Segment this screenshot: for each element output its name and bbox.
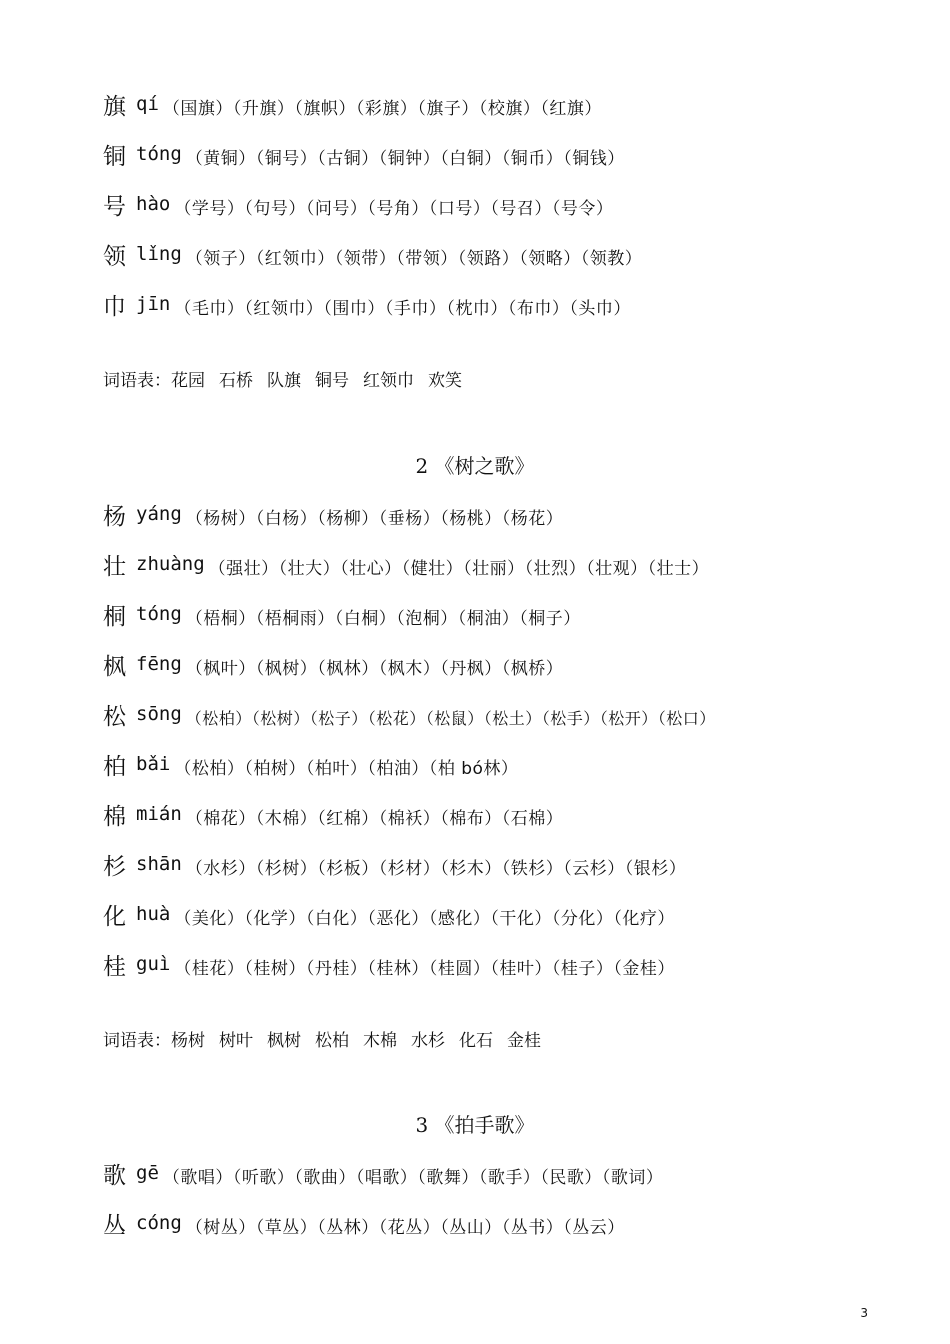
vocab-word: 石桥 [219,371,253,391]
pinyin: fēng [136,653,182,675]
character: 杉 [103,854,126,880]
word-list: （领子）（红领巾）（领带）（带领）（领路）（领略）（领教） [185,249,643,269]
word-list: （黄铜）（铜号）（古铜）（铜钟）（白铜）（铜币）（铜钱） [185,149,625,169]
word-list: （桂花）（桂树）（丹桂）（桂林）（桂圆）（桂叶）（桂子）（金桂） [174,959,675,979]
vocab-label: 词语表： [103,1031,171,1051]
word-list: （美化）（化学）（白化）（恶化）（感化）（干化）（分化）（化疗） [174,909,675,929]
character: 桂 [103,954,126,980]
entry-row [103,1207,625,1247]
vocab-word: 红领巾 [363,371,414,391]
vocab-word: 木棉 [363,1031,397,1051]
entry-row [103,88,602,128]
character: 杨 [103,504,126,530]
character: 领 [103,244,126,270]
vocab-word: 花园 [171,371,205,391]
entry-row [103,748,518,788]
entry-row [103,288,631,328]
word-list: （松柏）（松树）（松子）（松花）（松鼠）（松土）（松手）（松开）（松口） [185,709,716,728]
word-list: （歌唱）（听歌）（歌曲）（唱歌）（歌舞）（歌手）（民歌）（歌词） [162,1168,664,1188]
lesson-title: 3 《拍手歌》 [415,1113,535,1137]
vocab-word: 树叶 [219,1031,253,1051]
word-list: （国旗）（升旗）（旗帜）（彩旗）（旗子）（校旗）（红旗） [162,99,602,119]
entry-row [103,138,625,178]
entry-row [103,238,642,278]
word-list: （学号）（句号）（问号）（号角）（口号）（号召）（号令） [174,199,614,219]
pinyin: mián [136,803,182,825]
vocab-list [103,1026,555,1051]
word-list: （水杉）（杉树）（杉板）（杉材）（杉木）（铁杉）（云杉）（银杉） [185,859,687,879]
word-list: （松柏）（柏树）（柏叶）（柏油）（柏 bó林） [174,759,519,779]
pinyin: tóng [136,603,182,625]
word-list: （梧桐）（梧桐雨）（白桐）（泡桐）（桐油）（桐子） [185,609,581,629]
pinyin: shān [136,853,182,875]
pinyin: sōng [136,703,182,725]
vocab-label: 词语表： [103,371,171,391]
pinyin: gē [136,1162,159,1184]
entry-row [103,798,563,838]
entry-row [103,648,563,688]
vocab-word: 化石 [459,1031,493,1051]
entry-row [103,1157,663,1197]
page-number: 3 [860,1306,868,1320]
pinyin: cóng [136,1212,182,1234]
character: 棉 [103,804,126,830]
character: 旗 [103,94,126,120]
lesson-title: 2 《树之歌》 [415,454,535,478]
vocab-word: 铜号 [315,371,349,391]
pinyin: huà [136,903,171,925]
character: 枫 [103,654,126,680]
vocab-word: 枫树 [267,1031,301,1051]
vocab-word: 水杉 [411,1031,445,1051]
pinyin: zhuàng [136,553,205,575]
character: 号 [103,194,126,220]
word-list: （毛巾）（红领巾）（围巾）（手巾）（枕巾）（布巾）（头巾） [174,299,631,319]
entry-row [103,498,563,538]
vocab-word: 杨树 [171,1031,205,1051]
character: 柏 [103,754,126,780]
entry-row [103,548,709,588]
word-list: （树丛）（草丛）（丛林）（花丛）（丛山）（丛书）（丛云） [185,1218,625,1238]
pinyin: lǐng [136,243,182,265]
word-list: （枫叶）（枫树）（枫林）（枫木）（丹枫）（枫桥） [185,659,564,679]
character: 丛 [103,1213,126,1239]
word-list: （强壮）（壮大）（壮心）（健壮）（壮丽）（壮烈）（壮观）（壮士） [208,559,710,579]
vocab-word: 金桂 [507,1031,541,1051]
character: 铜 [103,144,126,170]
pinyin: qí [136,93,159,115]
pinyin: bǎi [136,753,171,775]
character: 化 [103,904,126,930]
character: 松 [103,704,126,730]
vocab-word: 队旗 [267,371,301,391]
entry-row [103,898,675,938]
vocab-word: 欢笑 [428,371,462,391]
character: 歌 [103,1163,126,1189]
pinyin: jīn [136,293,171,315]
word-list: （杨树）（白杨）（杨柳）（垂杨）（杨桃）（杨花） [185,509,564,529]
entry-row [103,948,675,988]
entry-row [103,188,613,228]
character: 壮 [103,554,126,580]
character: 桐 [103,604,126,630]
entry-row [103,698,716,738]
vocab-word: 松柏 [315,1031,349,1051]
pinyin: tóng [136,143,182,165]
character: 巾 [103,294,126,320]
pinyin: yáng [136,503,182,525]
pinyin: hào [136,193,171,215]
entry-row [103,848,686,888]
vocab-list [103,366,476,391]
pinyin: guì [136,953,171,975]
word-list: （棉花）（木棉）（红棉）（棉袄）（棉布）（石棉） [185,809,564,829]
entry-row [103,598,581,638]
